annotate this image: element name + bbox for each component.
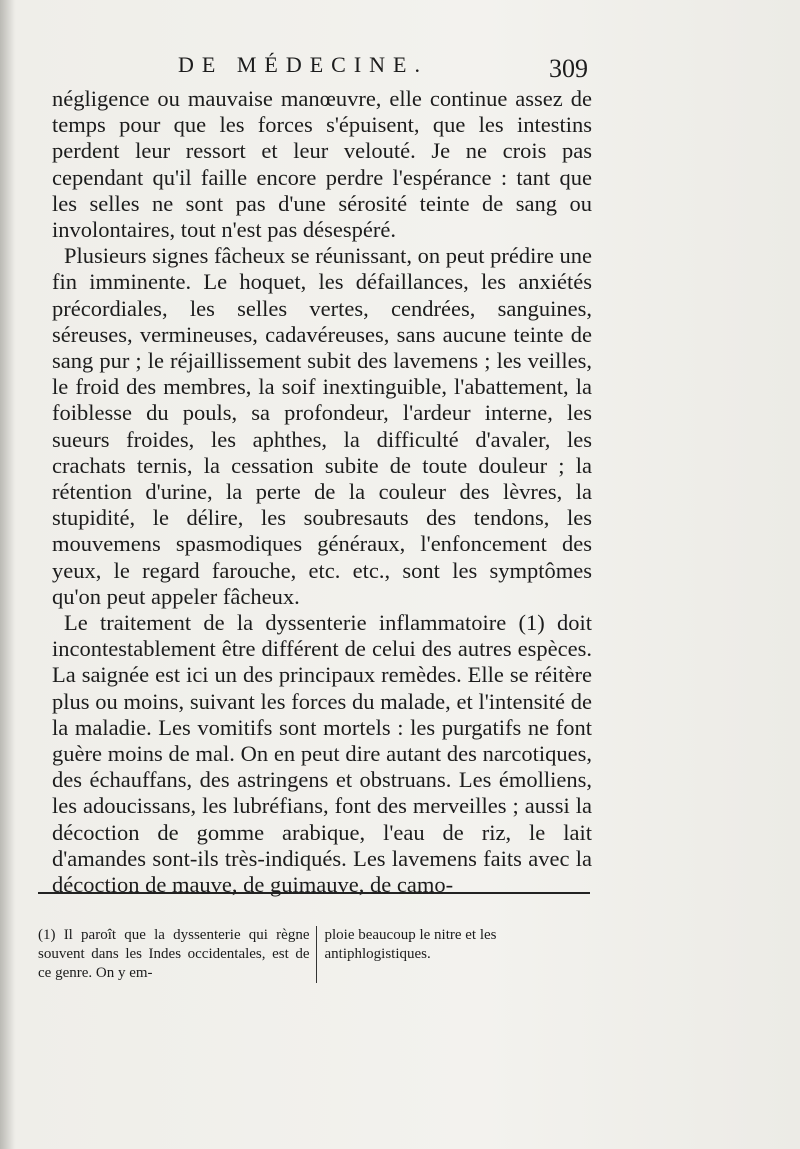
footnote-right-column: ploie beaucoup le nitre et les antiphlogistiques. xyxy=(324,927,497,962)
footnote-rule xyxy=(38,892,590,894)
paragraph-treatment: Le traitement de la dyssenterie inflammatoire (1) doit incontestablement être différent de celui des autres espèces. La saignée est ici un des principaux remèdes. Elle se réitère plus ou moins, suivant les forces du malade, et l'intensité de la maladie. Les vomitifs sont mortels : les purgatifs ne font guère moins de mal. On en peut dire autant des narcotiques, des échauffans, des astringens et obstruans. Les émolliens, les adoucissans, les lubréfians, font des merveilles ; aussi la décoction de gomme arabique, l'eau de riz, le lait d'amandes sont-ils très-indiqués. Les lavemens faits avec la décoction de mauve, de guimauve, de camo- xyxy=(52,610,592,898)
running-head xyxy=(0,52,800,86)
page-number: 309 xyxy=(549,54,588,83)
footnote-left-column: (1) Il paroît que la dyssenterie qui règne souvent dans les Indes occidentales, est de ce genre. On y em- xyxy=(38,926,317,983)
paragraph-continuation: négligence ou mauvaise manœuvre, elle continue assez de temps pour que les forces s'épuisent, que les intestins perdent leur ressort et leur velouté. Je ne crois pas cependant qu'il faille encore perdre l'espérance : tant que les selles ne sont pas d'une sérosité teinte de sang ou involontaires, tout n'est pas désespéré. xyxy=(52,86,592,243)
spine-shadow xyxy=(0,0,16,1149)
paragraph-prognosis: Plusieurs signes fâcheux se réunissant, on peut prédire une fin imminente. Le hoquet, les défaillances, les anxiétés précordiales, les selles vertes, cendrées, sanguines, séreuses, vermineuses, cadavéreuses, sans aucune teinte de sang pur ; le réjaillissement subit des lavemens ; les veilles, le froid des membres, la soif inextinguible, l'abattement, la foiblesse du pouls, sa profondeur, l'ardeur interne, les sueurs froides, les aphthes, la difficulté d'avaler, les crachats ternis, la cessation subite de toute douleur ; la rétention d'urine, la perte de la couleur des lèvres, la stupidité, le délire, les soubresauts des tendons, les mouvemens spasmodiques généraux, l'enfoncement des yeux, le regard farouche, etc. etc., sont les symptômes qu'on peut appeler fâcheux. xyxy=(52,243,592,609)
running-title: DE MÉDECINE. xyxy=(178,52,428,77)
footnotes xyxy=(38,926,590,983)
body-text xyxy=(52,86,592,898)
